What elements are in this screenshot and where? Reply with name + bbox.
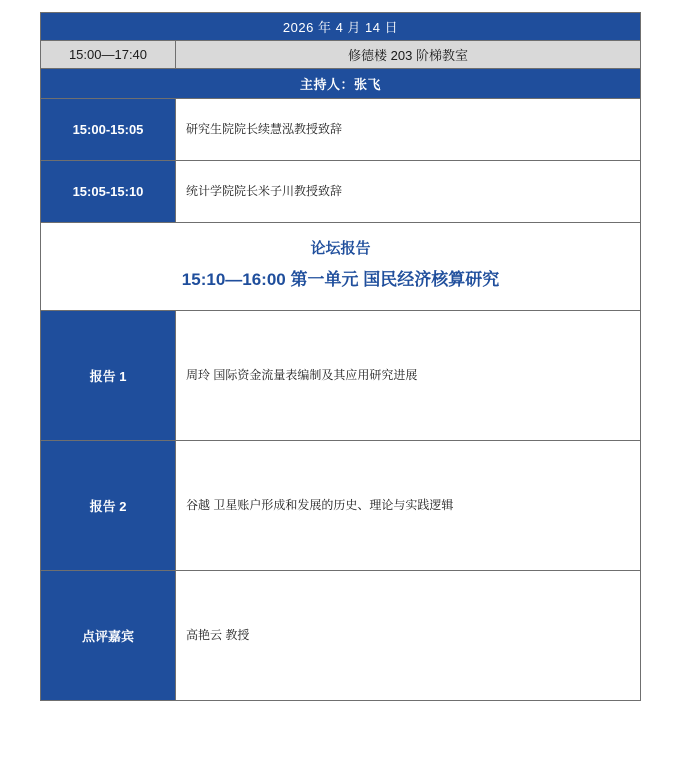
report-description: 谷越 卫星账户形成和发展的历史、理论与实践逻辑 (176, 440, 641, 570)
report-description: 周玲 国际资金流量表编制及其应用研究进展 (176, 310, 641, 440)
slot-time: 15:00-15:05 (41, 99, 176, 161)
section-title: 论坛报告 (310, 240, 371, 257)
section-banner-row (41, 223, 641, 311)
host-label: 主持人：张飞 (41, 69, 641, 99)
report-label: 报告 1 (41, 310, 176, 440)
date-header: 2026 年 4 月 14 日 (41, 13, 641, 41)
venue: 修德楼 203 阶梯教室 (176, 41, 641, 69)
host-row (41, 69, 641, 99)
date-row (41, 13, 641, 41)
slot-time: 15:05-15:10 (41, 161, 176, 223)
time-range: 15:00—17:40 (41, 41, 176, 69)
report-label: 报告 2 (41, 440, 176, 570)
slot-description: 统计学院院长米子川教授致辞 (176, 161, 641, 223)
table-row (41, 161, 641, 223)
table-row (41, 99, 641, 161)
time-venue-row (41, 41, 641, 69)
section-subtitle: 15:10—16:00 第一单元 国民经济核算研究 (181, 269, 500, 289)
report-description: 高艳云 教授 (176, 570, 641, 700)
report-label: 点评嘉宾 (41, 570, 176, 700)
table-row (41, 440, 641, 570)
table-row (41, 570, 641, 700)
agenda-table (40, 12, 641, 701)
slot-description: 研究生院院长续慧泓教授致辞 (176, 99, 641, 161)
section-banner (41, 223, 641, 311)
table-row (41, 310, 641, 440)
